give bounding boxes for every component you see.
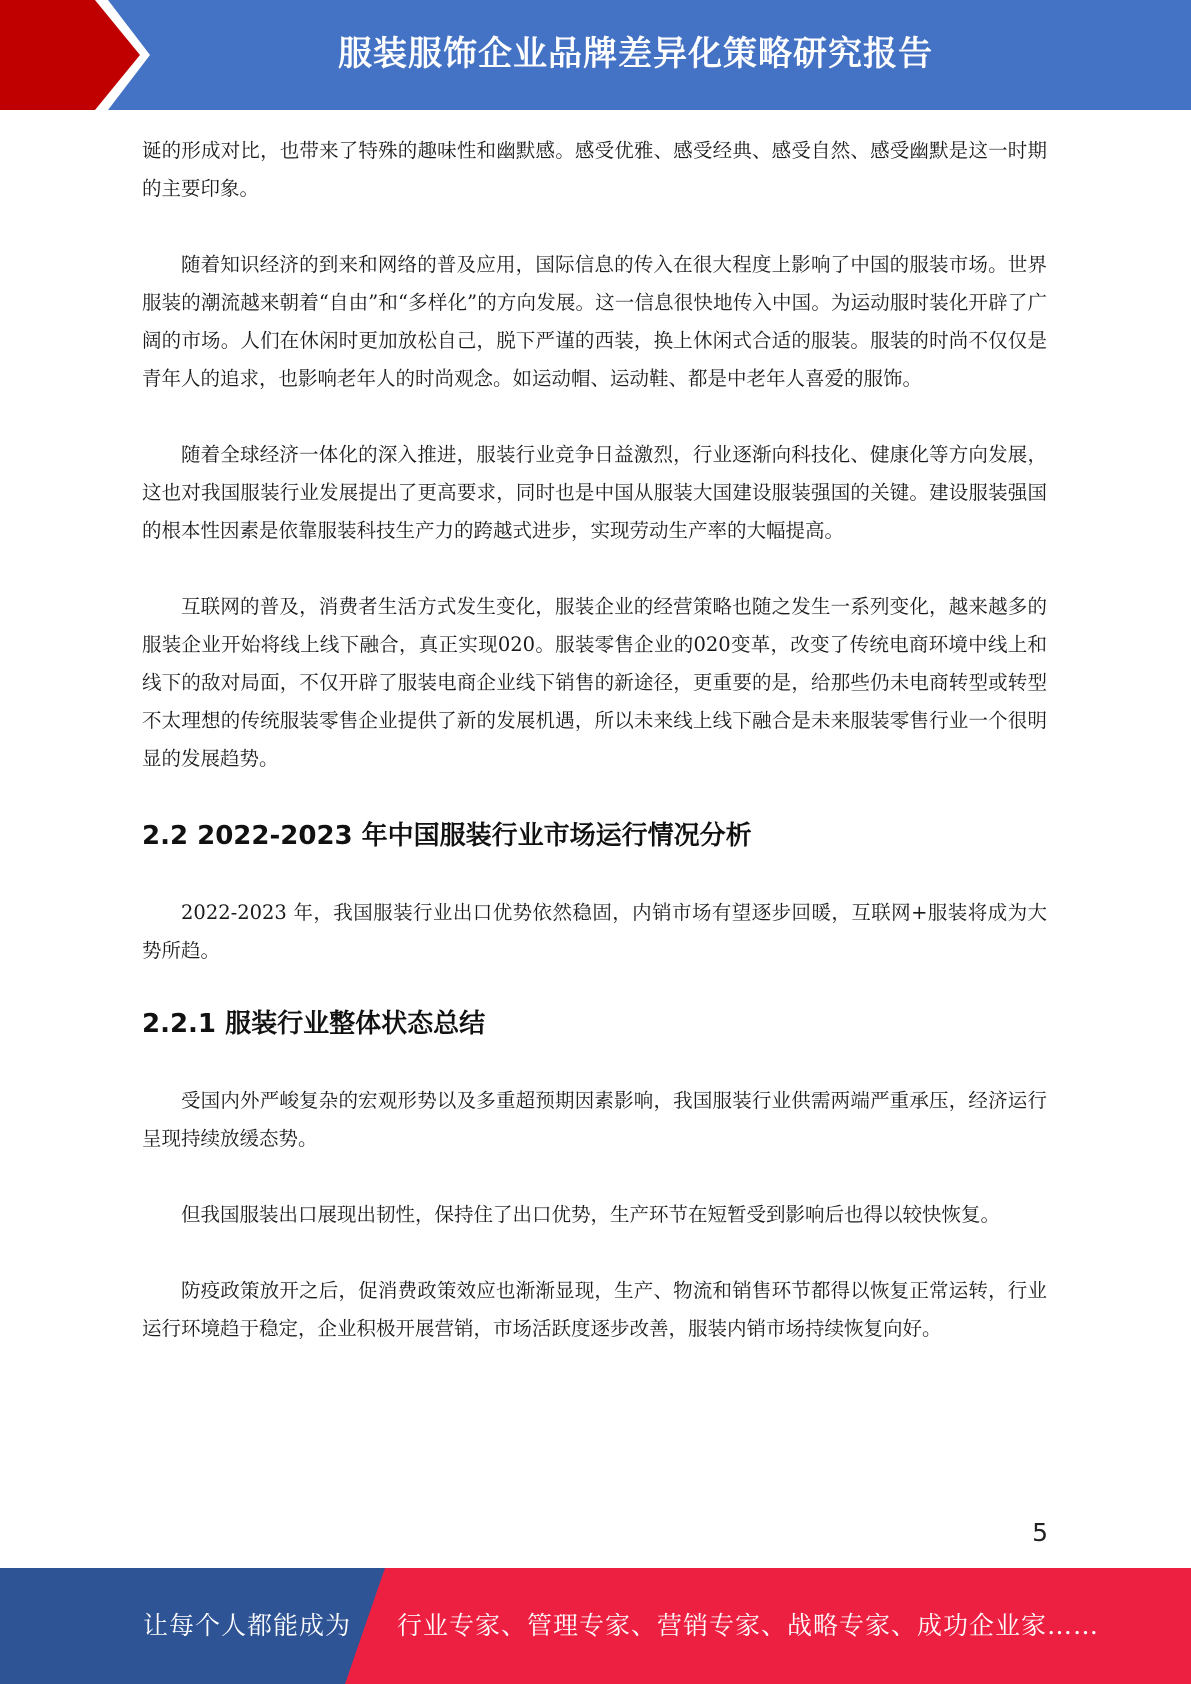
chevron-arrow-icon — [0, 0, 150, 110]
header-banner — [0, 0, 1191, 110]
paragraph-internet: 互联网的普及，消费者生活方式发生变化，服装企业的经营策略也随之发生一系列变化，越来越多的服装企业开始将线上线下融合，真正实现020。服装零售企业的020变革，改变了传统电商环境中线上和线下的敌对局面，不仅开辟了服装电商企业线下销售的新途径，更重要的是，给那些仍未电商转型或转型不太理想的传统服装零售企业提供了新的发展机遇，所以未来线上线下融合是未来服装零售行业一个很明显的发展趋势。 — [142, 595, 1047, 770]
paragraph-recovery: 防疫政策放开之后，促消费政策效应也渐渐显现，生产、物流和销售环节都得以恢复正常运转，行业运行环境趋于稳定，企业积极开展营销，市场活跃度逐步改善，服装内销市场持续恢复向好。 — [142, 1279, 1047, 1340]
document-body — [142, 132, 1047, 1348]
paragraph-market-overview: 2022-2023 年，我国服装行业出口优势依然稳固，内销市场有望逐步回暖，互联网+服装将成为大势所趋。 — [142, 901, 1047, 962]
paragraph-macro-pressure: 受国内外严峻复杂的宏观形势以及多重超预期因素影响，我国服装行业供需两端严重承压，经济运行呈现持续放缓态势。 — [142, 1089, 1047, 1150]
section-heading-2-2-1: 2.2.1 服装行业整体状态总结 — [142, 1009, 486, 1039]
footer-slogan-right: 行业专家、管理专家、营销专家、战略专家、成功企业家…… — [397, 1611, 1100, 1640]
page-number: 5 — [1032, 1518, 1048, 1547]
document-title: 服装服饰企业品牌差异化策略研究报告 — [338, 34, 933, 74]
footer-slogan-left: 让每个人都能成为 — [143, 1611, 352, 1640]
footer-banner — [0, 1568, 1191, 1684]
paragraph-globalization: 随着全球经济一体化的深入推进，服装行业竞争日益激烈，行业逐渐向科技化、健康化等方向发展，这也对我国服装行业发展提出了更高要求，同时也是中国从服装大国建设服装强国的关键。建设服装强国的根本性因素是依靠服装科技生产力的跨越式进步，实现劳动生产率的大幅提高。 — [142, 443, 1047, 542]
section-heading-2-2: 2.2 2022-2023 年中国服装行业市场运行情况分析 — [142, 821, 752, 851]
paragraph-continued: 诞的形成对比，也带来了特殊的趣味性和幽默感。感受优雅、感受经典、感受自然、感受幽默是这一时期的主要印象。 — [142, 139, 1047, 200]
paragraph-export-resilience: 但我国服装出口展现出韧性，保持住了出口优势，生产环节在短暂受到影响后也得以较快恢复。 — [181, 1203, 1001, 1226]
paragraph-knowledge-economy: 随着知识经济的到来和网络的普及应用，国际信息的传入在很大程度上影响了中国的服装市场。世界服装的潮流越来朝着“自由”和“多样化”的方向发展。这一信息很快地传入中国。为运动服时装化开辟了广阔的市场。人们在休闲时更加放松自己，脱下严谨的西装，换上休闲式合适的服装。服装的时尚不仅仅是青年人的追求，也影响老年人的时尚观念。如运动帽、运动鞋、都是中老年人喜爱的服饰。 — [142, 253, 1047, 390]
